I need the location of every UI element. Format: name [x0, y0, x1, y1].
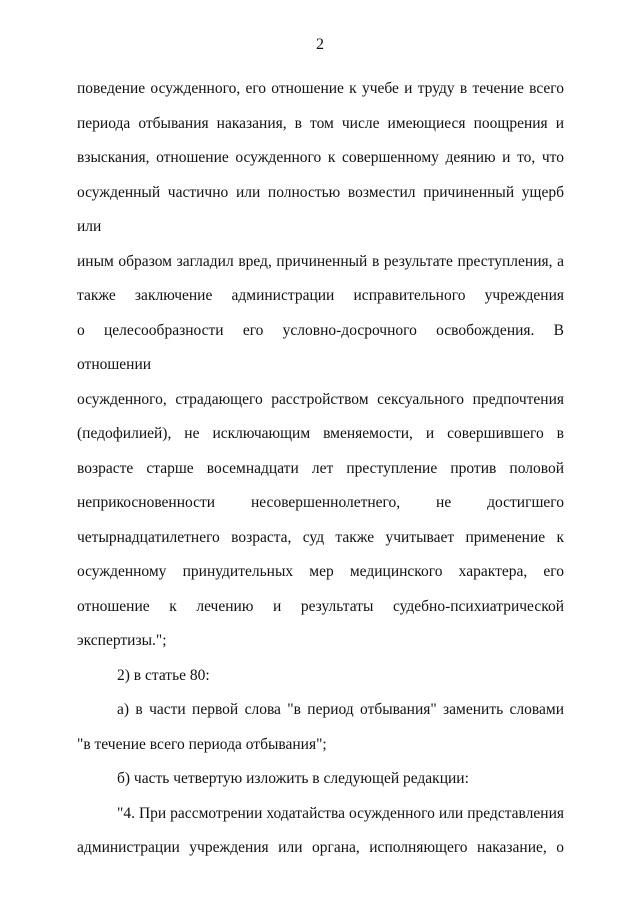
- page-number: 2: [316, 36, 324, 53]
- text-line: о целесообразности его условно-досрочного освобождения. В отношении: [77, 321, 564, 373]
- text-line: (педофилией), не исключающим вменяемости, и совершившего в: [77, 425, 564, 442]
- text-line: а) в части первой слова "в период отбывания" заменить словами: [117, 701, 564, 718]
- text-line: отношение к лечению и результаты судебно-психиатрической: [77, 597, 564, 615]
- text-line: "в течение всего периода отбывания";: [77, 735, 327, 753]
- text-line: неприкосновенности несовершеннолетнего, не достигшего: [77, 494, 564, 511]
- paragraph-part-4: [77, 797, 564, 866]
- text-line: экспертизы.";: [77, 632, 167, 649]
- text-line: администрации учреждения или органа, исполняющего наказание, о: [77, 839, 564, 856]
- text-line: поведение осужденного, его отношение к учебе и труду в течение всего: [77, 80, 564, 97]
- text-line: периода отбывания наказания, в том числе имеющиеся поощрения и: [77, 114, 564, 132]
- text-line: "4. При рассмотрении ходатайства осужденного или представления: [117, 804, 564, 822]
- text-line: возрасте старше восемнадцати лет преступление против половой: [77, 459, 564, 477]
- text-line: осужденному принудительных мер медицинского характера, его: [77, 563, 564, 580]
- paragraph-item-a: [77, 693, 564, 762]
- text-line: 2) в статье 80:: [117, 666, 210, 684]
- document-body: [77, 72, 564, 866]
- text-line: б) часть четвертую изложить в следующей редакции:: [117, 770, 469, 787]
- paragraph-continuation: [77, 72, 564, 659]
- text-line: иным образом загладил вред, причиненный в результате преступления, а: [77, 252, 564, 270]
- text-line: также заключение администрации исправительного учреждения: [77, 287, 564, 304]
- text-line: взыскания, отношение осужденного к совершенному деянию и то, что: [77, 149, 564, 166]
- paragraph-item-b: [77, 762, 564, 797]
- text-line: осужденный частично или полностью возместил причиненный ущерб или: [77, 183, 564, 235]
- paragraph-item-2: [77, 659, 564, 694]
- text-line: четырнадцатилетнего возраста, суд также учитывает применение к: [77, 528, 564, 546]
- text-line: осужденного, страдающего расстройством сексуального предпочтения: [77, 390, 564, 408]
